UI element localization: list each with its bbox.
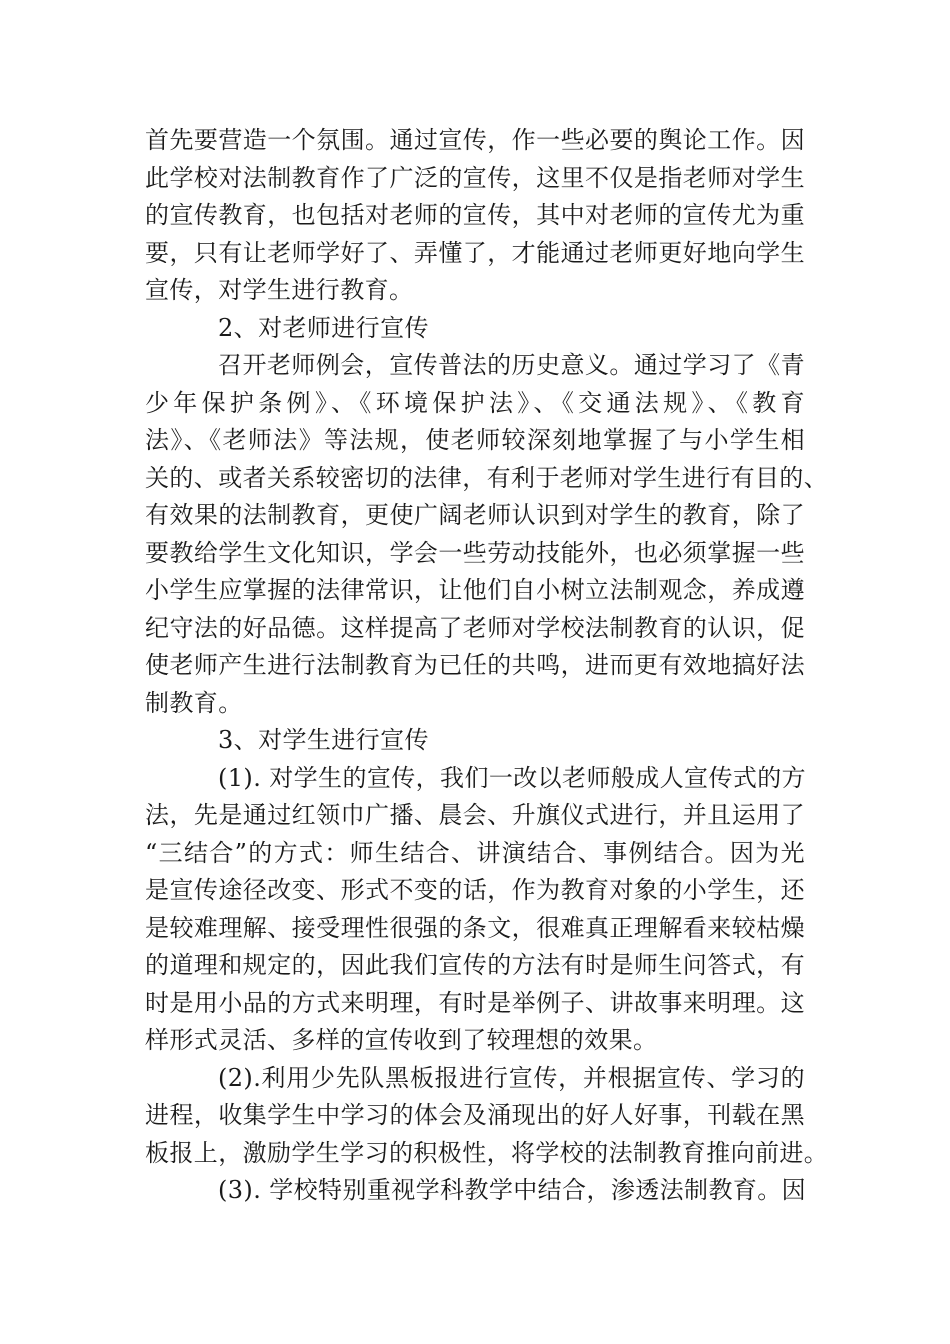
text-line: 法》、《老师法》等法规，使老师较深刻地掌握了与小学生相 [145, 426, 805, 454]
text-line: 小学生应掌握的法律常识，让他们自小树立法制观念，养成遵 [145, 576, 805, 604]
text-line: 宣传，对学生进行教育。 [145, 276, 414, 304]
text-line: 使老师产生进行法制教育为已任的共鸣，进而更有效地搞好法 [145, 651, 805, 679]
text-line: 板报上，激励学生学习的积极性，将学校的法制教育推向前进。 [145, 1138, 829, 1167]
text-line: 时是用小品的方式来明理，有时是举例子、讲故事来明理。这 [145, 988, 805, 1017]
text-line: 少年保护条例》、《环境保护法》、《交通法规》、《教育 [145, 388, 805, 417]
text-line: 制教育。 [145, 688, 243, 717]
text-line: (3). 学校特别重视学科教学中结合，渗透法制教育。因 [218, 1176, 807, 1204]
text-line: (1). 对学生的宣传，我们一改以老师般成人宣传式的方 [218, 763, 807, 792]
text-line: 要教给学生文化知识，学会一些劳动技能外，也必须掌握一些 [145, 538, 805, 567]
text-line: “三结合”的方式：师生结合、讲演结合、事例结合。因为光 [145, 838, 805, 867]
text-line: 首先要营造一个氛围。通过宣传，作一些必要的舆论工作。因 [145, 126, 805, 154]
text-line: 的宣传教育，也包括对老师的宣传，其中对老师的宣传尤为重 [145, 201, 805, 229]
text-line: 此学校对法制教育作了广泛的宣传，这里不仅是指老师对学生 [145, 163, 805, 192]
text-line: 法，先是通过红领巾广播、晨会、升旗仪式进行，并且运用了 [145, 801, 805, 829]
text-line: 召开老师例会，宣传普法的历史意义。通过学习了《青 [218, 351, 805, 379]
body-text [145, 122, 829, 1210]
text-line: 进程，收集学生中学习的体会及涌现出的好人好事，刊载在黑 [145, 1101, 805, 1129]
text-line: 是较难理解、接受理性很强的条文，很难真正理解看来较枯燥 [145, 913, 805, 942]
text-line: 3、对学生进行宣传 [218, 726, 429, 754]
text-line: 关的、或者关系较密切的法律，有利于老师对学生进行有目的、 [145, 463, 829, 492]
text-line: 纪守法的好品德。这样提高了老师对学校法制教育的认识，促 [145, 613, 805, 642]
text-line: (2).利用少先队黑板报进行宣传，并根据宣传、学习的 [218, 1063, 805, 1092]
text-line: 要，只有让老师学好了、弄懂了，才能通过老师更好地向学生 [145, 238, 805, 267]
text-line: 2、对老师进行宣传 [218, 313, 429, 342]
text-line: 的道理和规定的，因此我们宣传的方法有时是师生问答式，有 [145, 951, 805, 979]
text-line: 样形式灵活、多样的宣传收到了较理想的效果。 [145, 1026, 658, 1054]
text-line: 有效果的法制教育，更使广阔老师认识到对学生的教育，除了 [145, 501, 805, 529]
text-line: 是宣传途径改变、形式不变的话，作为教育对象的小学生，还 [145, 876, 805, 904]
